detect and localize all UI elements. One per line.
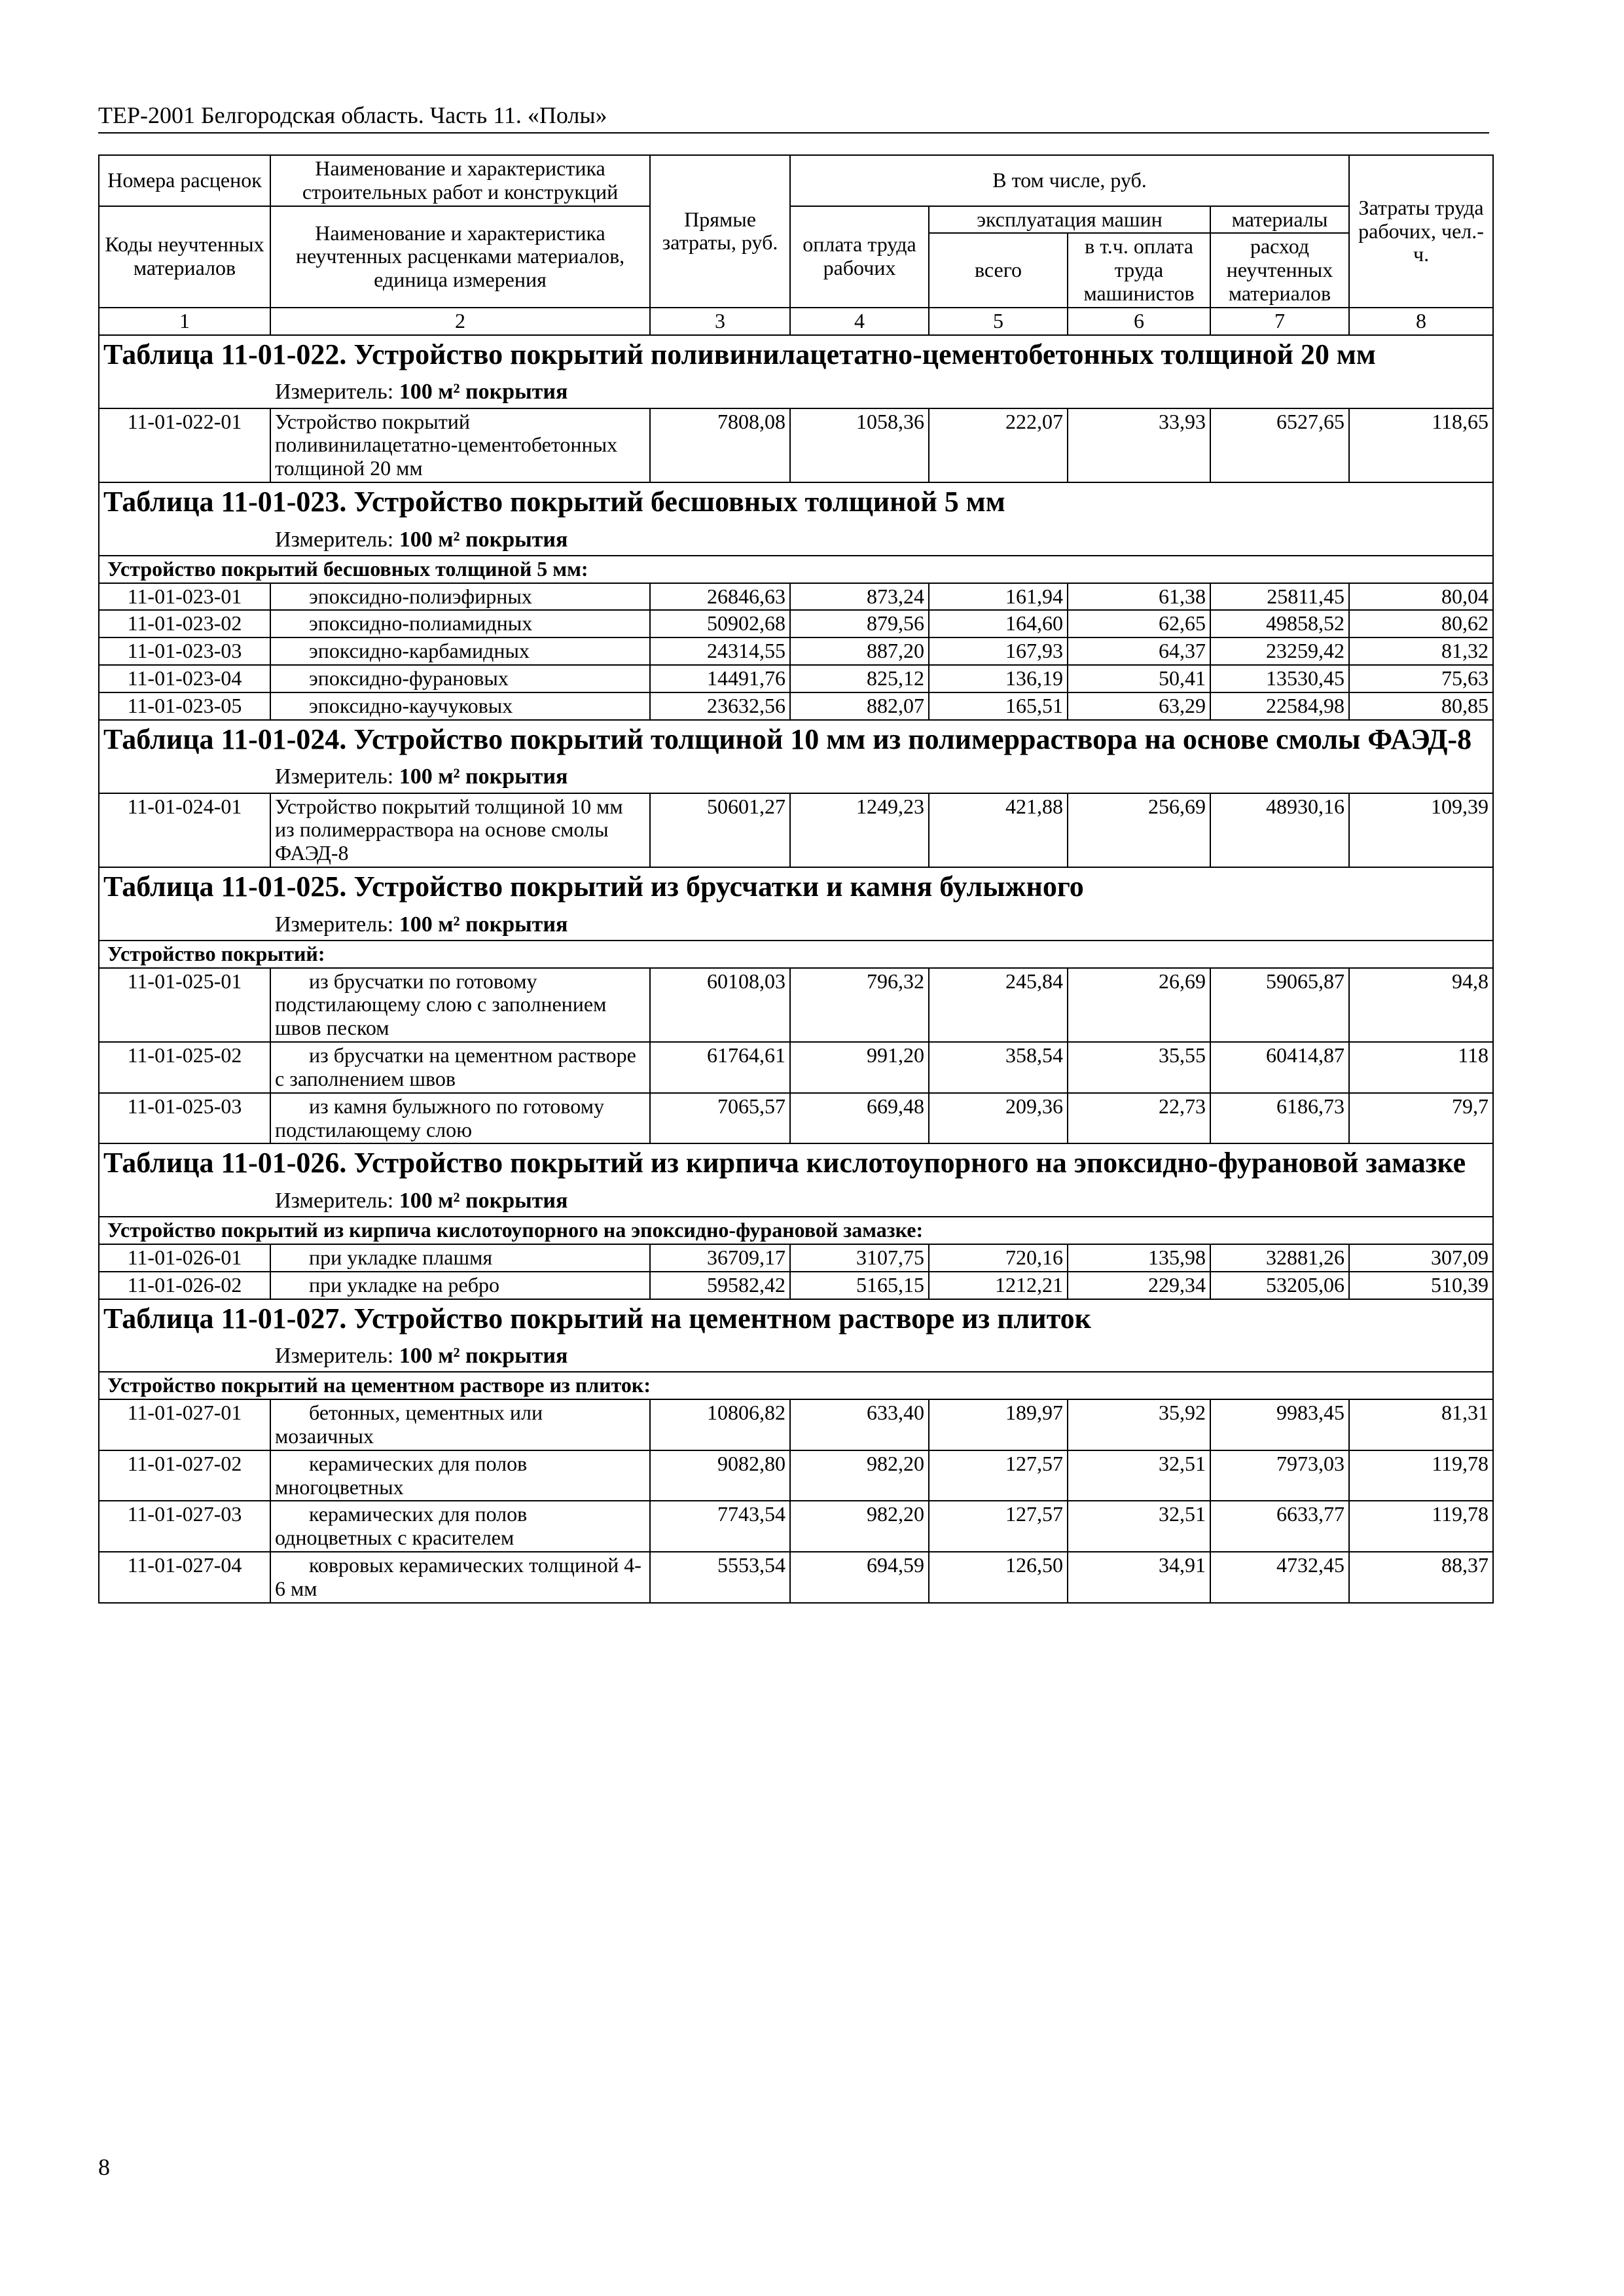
table-row — [99, 665, 1493, 692]
col7-header: расход неучтенных материалов — [1210, 233, 1349, 307]
machinist-labor-costs: 64,37 — [1068, 637, 1210, 665]
table-row — [99, 968, 1493, 1042]
measure-line — [103, 764, 1489, 791]
rate-code: 11-01-027-03 — [99, 1501, 270, 1552]
measure-label: Измеритель: — [275, 380, 394, 404]
machinist-labor-costs: 135,98 — [1068, 1244, 1210, 1272]
machine-costs: 720,16 — [929, 1244, 1068, 1272]
material-costs: 49858,52 — [1210, 610, 1349, 637]
table-title: Таблица 11-01-026. Устройство покрытий из кирпича кислотоупорного на эпоксидно-фурановой замазке — [103, 1147, 1466, 1179]
machinist-labor-costs: 50,41 — [1068, 665, 1210, 692]
rate-name: из брусчатки по готовому подстилающему слою с заполнением швов песком — [270, 968, 650, 1042]
rate-code: 11-01-026-02 — [99, 1272, 270, 1299]
column-number: 4 — [790, 308, 929, 335]
table-title: Таблица 11-01-025. Устройство покрытий из брусчатки и камня булыжного — [103, 870, 1084, 903]
table-row — [99, 1272, 1493, 1299]
rate-code: 11-01-027-01 — [99, 1399, 270, 1450]
group-label: Устройство покрытий бесшовных толщиной 5 мм: — [99, 556, 1493, 583]
measure-value: 100 м² покрытия — [399, 912, 568, 937]
labor-costs: 1249,23 — [790, 793, 929, 867]
header-row-1 — [99, 155, 1493, 206]
material-costs: 13530,45 — [1210, 665, 1349, 692]
table-section-header — [99, 720, 1493, 793]
machinist-labor-costs: 35,92 — [1068, 1399, 1210, 1450]
machinist-labor-costs: 33,93 — [1068, 408, 1210, 482]
rate-code: 11-01-027-04 — [99, 1552, 270, 1603]
col1-bottom-header: Коды неучтенных материалов — [99, 206, 270, 308]
machine-costs: 127,57 — [929, 1450, 1068, 1501]
direct-costs: 23632,56 — [650, 692, 790, 720]
direct-costs: 7065,57 — [650, 1093, 790, 1144]
table-row — [99, 1093, 1493, 1144]
col4-header: оплата труда рабочих — [790, 206, 929, 308]
labor-hours: 80,85 — [1349, 692, 1493, 720]
labor-costs: 991,20 — [790, 1042, 929, 1093]
table-row — [99, 793, 1493, 867]
col2-bottom-header: Наименование и характеристика неучтенных расценками материалов, единица измерения — [270, 206, 650, 308]
direct-costs: 9082,80 — [650, 1450, 790, 1501]
machine-costs: 161,94 — [929, 583, 1068, 611]
measure-value: 100 м² покрытия — [399, 1189, 568, 1213]
material-costs: 9983,45 — [1210, 1399, 1349, 1450]
machine-costs: 165,51 — [929, 692, 1068, 720]
column-number: 8 — [1349, 308, 1493, 335]
direct-costs: 5553,54 — [650, 1552, 790, 1603]
col2-top-header: Наименование и характеристика строительных работ и конструкций — [270, 155, 650, 206]
machinist-labor-costs: 32,51 — [1068, 1450, 1210, 1501]
labor-hours: 80,04 — [1349, 583, 1493, 611]
material-costs: 32881,26 — [1210, 1244, 1349, 1272]
labor-costs: 796,32 — [790, 968, 929, 1042]
labor-costs: 887,20 — [790, 637, 929, 665]
machine-costs: 136,19 — [929, 665, 1068, 692]
labor-costs: 879,56 — [790, 610, 929, 637]
column-number: 5 — [929, 308, 1068, 335]
machine-costs: 164,60 — [929, 610, 1068, 637]
table-row — [99, 1552, 1493, 1603]
labor-hours: 118,65 — [1349, 408, 1493, 482]
labor-hours: 94,8 — [1349, 968, 1493, 1042]
machinist-labor-costs: 35,55 — [1068, 1042, 1210, 1093]
table-title: Таблица 11-01-027. Устройство покрытий на цементном растворе из плиток — [103, 1302, 1091, 1335]
col1-top-header: Номера расценок — [99, 155, 270, 206]
direct-costs: 10806,82 — [650, 1399, 790, 1450]
machine-costs: 245,84 — [929, 968, 1068, 1042]
table-row — [99, 583, 1493, 611]
rates-table — [98, 154, 1494, 1604]
direct-costs: 59582,42 — [650, 1272, 790, 1299]
direct-costs: 60108,03 — [650, 968, 790, 1042]
direct-costs: 24314,55 — [650, 637, 790, 665]
column-number: 3 — [650, 308, 790, 335]
labor-hours: 75,63 — [1349, 665, 1493, 692]
labor-hours: 80,62 — [1349, 610, 1493, 637]
machine-costs: 167,93 — [929, 637, 1068, 665]
measure-line — [103, 528, 1489, 554]
page-number: 8 — [98, 2154, 110, 2180]
material-costs: 6186,73 — [1210, 1093, 1349, 1144]
machines-header: эксплуатация машин — [929, 206, 1210, 234]
machine-costs: 222,07 — [929, 408, 1068, 482]
material-costs: 53205,06 — [1210, 1272, 1349, 1299]
rate-code: 11-01-023-01 — [99, 583, 270, 611]
direct-costs: 61764,61 — [650, 1042, 790, 1093]
machinist-labor-costs: 229,34 — [1068, 1272, 1210, 1299]
table-section-header — [99, 1143, 1493, 1217]
labor-hours: 119,78 — [1349, 1450, 1493, 1501]
material-costs: 60414,87 — [1210, 1042, 1349, 1093]
rate-name: керамических для полов одноцветных с красителем — [270, 1501, 650, 1552]
material-costs: 59065,87 — [1210, 968, 1349, 1042]
labor-costs: 982,20 — [790, 1450, 929, 1501]
table-section-header — [99, 482, 1493, 556]
group-row — [99, 941, 1493, 968]
machine-costs: 127,57 — [929, 1501, 1068, 1552]
material-costs: 22584,98 — [1210, 692, 1349, 720]
labor-costs: 1058,36 — [790, 408, 929, 482]
rate-name: при укладке плашмя — [270, 1244, 650, 1272]
labor-hours: 118 — [1349, 1042, 1493, 1093]
measure-label: Измеритель: — [275, 527, 394, 552]
labor-costs: 694,59 — [790, 1552, 929, 1603]
rate-name: эпоксидно-полиамидных — [270, 610, 650, 637]
rate-code: 11-01-023-03 — [99, 637, 270, 665]
table-title: Таблица 11-01-023. Устройство покрытий бесшовных толщиной 5 мм — [103, 486, 1005, 518]
table-row — [99, 1244, 1493, 1272]
labor-hours: 510,39 — [1349, 1272, 1493, 1299]
table-row — [99, 408, 1493, 482]
table-section — [99, 482, 1493, 556]
included-header: В том числе, руб. — [790, 155, 1349, 206]
rate-name: эпоксидно-карбамидных — [270, 637, 650, 665]
rate-name: из камня булыжного по готовому подстилающему слою — [270, 1093, 650, 1144]
labor-hours: 88,37 — [1349, 1552, 1493, 1603]
direct-costs: 7808,08 — [650, 408, 790, 482]
machine-costs: 358,54 — [929, 1042, 1068, 1093]
machinist-labor-costs: 32,51 — [1068, 1501, 1210, 1552]
labor-hours: 119,78 — [1349, 1501, 1493, 1552]
rate-code: 11-01-025-02 — [99, 1042, 270, 1093]
column-number: 6 — [1068, 308, 1210, 335]
direct-costs: 50601,27 — [650, 793, 790, 867]
material-costs: 6527,65 — [1210, 408, 1349, 482]
measure-value: 100 м² покрытия — [399, 527, 568, 552]
direct-costs: 50902,68 — [650, 610, 790, 637]
table-row — [99, 1501, 1493, 1552]
table-row — [99, 1450, 1493, 1501]
col3-header: Прямые затраты, руб. — [650, 155, 790, 308]
material-costs: 6633,77 — [1210, 1501, 1349, 1552]
machine-costs: 126,50 — [929, 1552, 1068, 1603]
page-header — [98, 98, 1489, 134]
machinist-labor-costs: 61,38 — [1068, 583, 1210, 611]
labor-hours: 79,7 — [1349, 1093, 1493, 1144]
col6-header: в т.ч. оплата труда машинистов — [1068, 233, 1210, 307]
measure-label: Измеритель: — [275, 1189, 394, 1213]
direct-costs: 26846,63 — [650, 583, 790, 611]
machinist-labor-costs: 62,65 — [1068, 610, 1210, 637]
table-row — [99, 1399, 1493, 1450]
labor-costs: 982,20 — [790, 1501, 929, 1552]
col5-header: всего — [929, 233, 1068, 307]
rate-name: эпоксидно-каучуковых — [270, 692, 650, 720]
measure-value: 100 м² покрытия — [399, 380, 568, 404]
direct-costs: 7743,54 — [650, 1501, 790, 1552]
materials-header: материалы — [1210, 206, 1349, 234]
machinist-labor-costs: 34,91 — [1068, 1552, 1210, 1603]
group-row — [99, 1217, 1493, 1244]
measure-label: Измеритель: — [275, 764, 394, 789]
table-section — [99, 867, 1493, 941]
group-row — [99, 1372, 1493, 1399]
machinist-labor-costs: 22,73 — [1068, 1093, 1210, 1144]
column-number: 1 — [99, 308, 270, 335]
table-title: Таблица 11-01-024. Устройство покрытий толщиной 10 мм из полимерраствора на основе смолы ФАЭД-8 — [103, 723, 1472, 755]
rate-name: Устройство покрытий толщиной 10 мм из полимерраствора на основе смолы ФАЭД-8 — [270, 793, 650, 867]
table-row — [99, 610, 1493, 637]
column-number: 7 — [1210, 308, 1349, 335]
labor-costs: 873,24 — [790, 583, 929, 611]
table-section — [99, 1299, 1493, 1372]
measure-label: Измеритель: — [275, 912, 394, 937]
labor-hours: 307,09 — [1349, 1244, 1493, 1272]
material-costs: 4732,45 — [1210, 1552, 1349, 1603]
group-row — [99, 556, 1493, 583]
measure-label: Измеритель: — [275, 1344, 394, 1369]
table-section-header — [99, 335, 1493, 408]
rate-name: при укладке на ребро — [270, 1272, 650, 1299]
machinist-labor-costs: 63,29 — [1068, 692, 1210, 720]
rate-name: эпоксидно-полиэфирных — [270, 583, 650, 611]
labor-costs: 5165,15 — [790, 1272, 929, 1299]
material-costs: 23259,42 — [1210, 637, 1349, 665]
rate-name: ковровых керамических толщиной 4-6 мм — [270, 1552, 650, 1603]
rate-code: 11-01-023-02 — [99, 610, 270, 637]
table-section-header — [99, 867, 1493, 941]
measure-line — [103, 380, 1489, 406]
rate-name: эпоксидно-фурановых — [270, 665, 650, 692]
rate-name: Устройство покрытий поливинилацетатно-цементобетонных толщиной 20 мм — [270, 408, 650, 482]
table-row — [99, 692, 1493, 720]
header-row-2 — [99, 206, 1493, 234]
rate-code: 11-01-026-01 — [99, 1244, 270, 1272]
table-row — [99, 637, 1493, 665]
measure-value: 100 м² покрытия — [399, 1344, 568, 1369]
rate-code: 11-01-022-01 — [99, 408, 270, 482]
machine-costs: 189,97 — [929, 1399, 1068, 1450]
table-section — [99, 1143, 1493, 1217]
labor-costs: 825,12 — [790, 665, 929, 692]
labor-hours: 81,32 — [1349, 637, 1493, 665]
rate-code: 11-01-025-03 — [99, 1093, 270, 1144]
labor-hours: 109,39 — [1349, 793, 1493, 867]
rate-name: керамических для полов многоцветных — [270, 1450, 650, 1501]
machinist-labor-costs: 256,69 — [1068, 793, 1210, 867]
table-section — [99, 335, 1493, 408]
group-label: Устройство покрытий из кирпича кислотоупорного на эпоксидно-фурановой замазке: — [99, 1217, 1493, 1244]
table-title: Таблица 11-01-022. Устройство покрытий поливинилацетатно-цементобетонных толщиной 20 мм — [103, 338, 1376, 370]
table-section-header — [99, 1299, 1493, 1372]
machine-costs: 421,88 — [929, 793, 1068, 867]
direct-costs: 14491,76 — [650, 665, 790, 692]
labor-costs: 3107,75 — [790, 1244, 929, 1272]
machinist-labor-costs: 26,69 — [1068, 968, 1210, 1042]
rate-code: 11-01-023-05 — [99, 692, 270, 720]
material-costs: 7973,03 — [1210, 1450, 1349, 1501]
measure-value: 100 м² покрытия — [399, 764, 568, 789]
rate-name: бетонных, цементных или мозаичных — [270, 1399, 650, 1450]
table-section — [99, 720, 1493, 793]
material-costs: 25811,45 — [1210, 583, 1349, 611]
labor-hours: 81,31 — [1349, 1399, 1493, 1450]
direct-costs: 36709,17 — [650, 1244, 790, 1272]
machine-costs: 209,36 — [929, 1093, 1068, 1144]
rate-code: 11-01-023-04 — [99, 665, 270, 692]
rate-code: 11-01-025-01 — [99, 968, 270, 1042]
group-label: Устройство покрытий: — [99, 941, 1493, 968]
labor-costs: 882,07 — [790, 692, 929, 720]
labor-costs: 669,48 — [790, 1093, 929, 1144]
machine-costs: 1212,21 — [929, 1272, 1068, 1299]
col8-header: Затраты труда рабочих, чел.-ч. — [1349, 155, 1493, 308]
labor-costs: 633,40 — [790, 1399, 929, 1450]
material-costs: 48930,16 — [1210, 793, 1349, 867]
measure-line — [103, 1189, 1489, 1215]
rate-code: 11-01-024-01 — [99, 793, 270, 867]
column-numbers-row — [99, 308, 1493, 335]
table-row — [99, 1042, 1493, 1093]
measure-line — [103, 1344, 1489, 1370]
group-label: Устройство покрытий на цементном растворе из плиток: — [99, 1372, 1493, 1399]
column-number: 2 — [270, 308, 650, 335]
rate-code: 11-01-027-02 — [99, 1450, 270, 1501]
rate-name: из брусчатки на цементном растворе с заполнением швов — [270, 1042, 650, 1093]
document-title: ТЕР-2001 Белгородская область. Часть 11. «Полы» — [98, 102, 607, 128]
measure-line — [103, 912, 1489, 939]
